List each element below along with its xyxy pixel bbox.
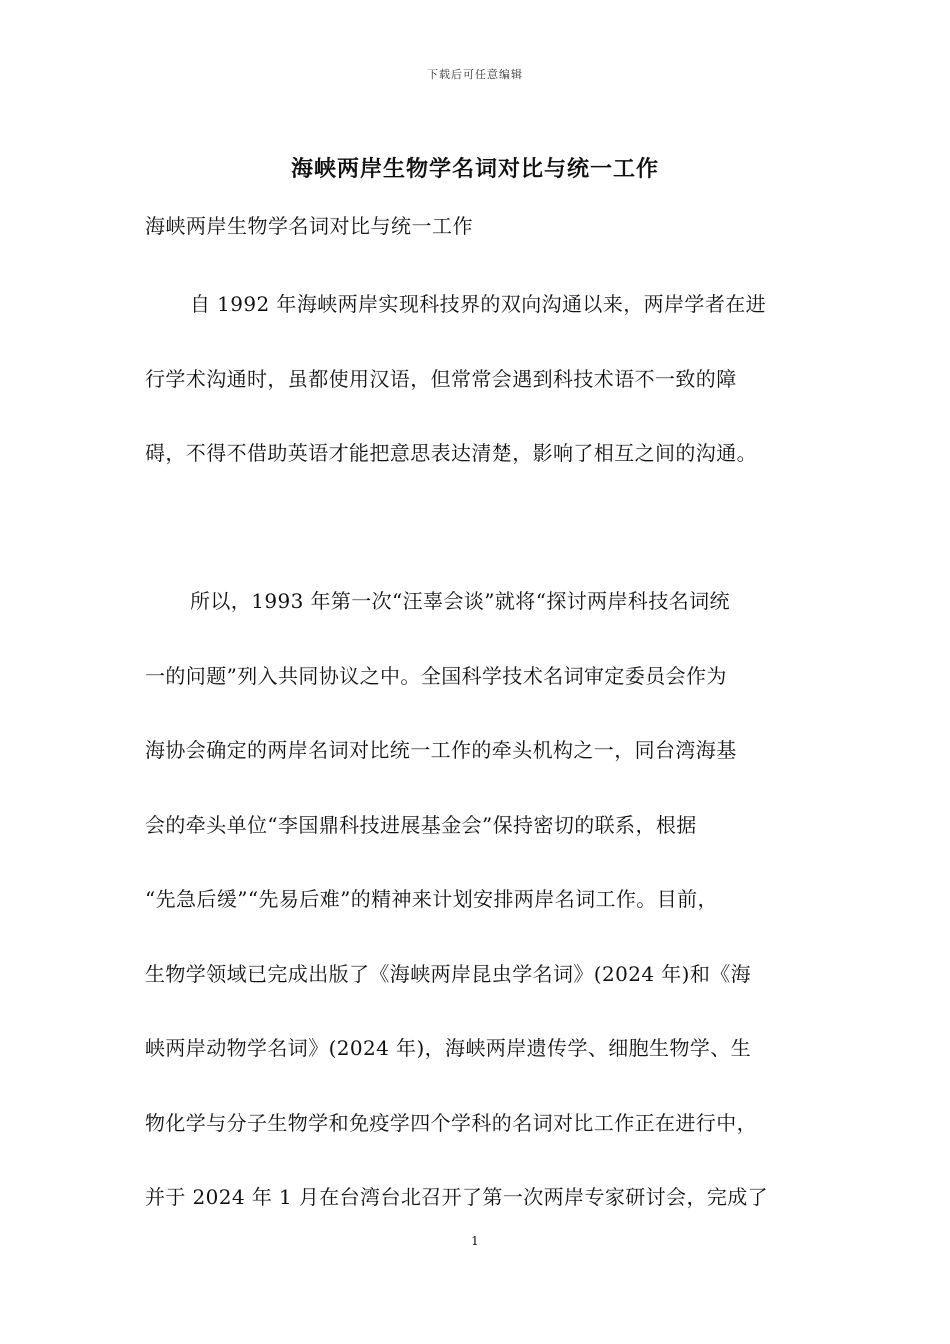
- header-note: 下载后可任意编辑: [427, 68, 523, 81]
- page-number: 1: [471, 1234, 479, 1248]
- paragraph1-line: 碍，不得不借助英语才能把意思表达清楚，影响了相互之间的沟通。: [145, 441, 757, 465]
- paragraph2-line: 一的问题”列入共同协议之中。全国科学技术名词审定委员会作为: [145, 664, 727, 688]
- paragraph2-line: 海协会确定的两岸名词对比统一工作的牵头机构之一，同台湾海基: [145, 738, 737, 762]
- paragraph2-line: 并于 2024 年 1 月在台湾台北召开了第一次两岸专家研讨会，完成了: [145, 1185, 769, 1209]
- document-title: 海峡两岸生物学名词对比与统一工作: [290, 156, 659, 182]
- paragraph2-line: 物化学与分子生物学和免疫学四个学科的名词对比工作正在进行中，: [145, 1111, 757, 1135]
- paragraph2-line: “先急后缓”“先易后难”的精神来计划安排两岸名词工作。目前，: [145, 887, 718, 911]
- paragraph2-line: 会的牵头单位“李国鼎科技进展基金会”保持密切的联系，根据: [145, 813, 697, 837]
- paragraph2-line: 峡两岸动物学名词》(2024 年)，海峡两岸遗传学、细胞生物学、生: [145, 1036, 752, 1060]
- document-subtitle: 海峡两岸生物学名词对比与统一工作: [145, 214, 473, 238]
- paragraph1-line: 自 1992 年海峡两岸实现科技界的双向沟通以来，两岸学者在进: [190, 292, 767, 316]
- paragraph2-line: 生物学领域已完成出版了《海峡两岸昆虫学名词》(2024 年)和《海: [145, 962, 752, 986]
- paragraph2-line: 所以，1993 年第一次“汪辜会谈”就将“探讨两岸科技名词统: [190, 589, 730, 613]
- paragraph1-line: 行学术沟通时，虽都使用汉语，但常常会遇到科技术语不一致的障: [145, 367, 737, 391]
